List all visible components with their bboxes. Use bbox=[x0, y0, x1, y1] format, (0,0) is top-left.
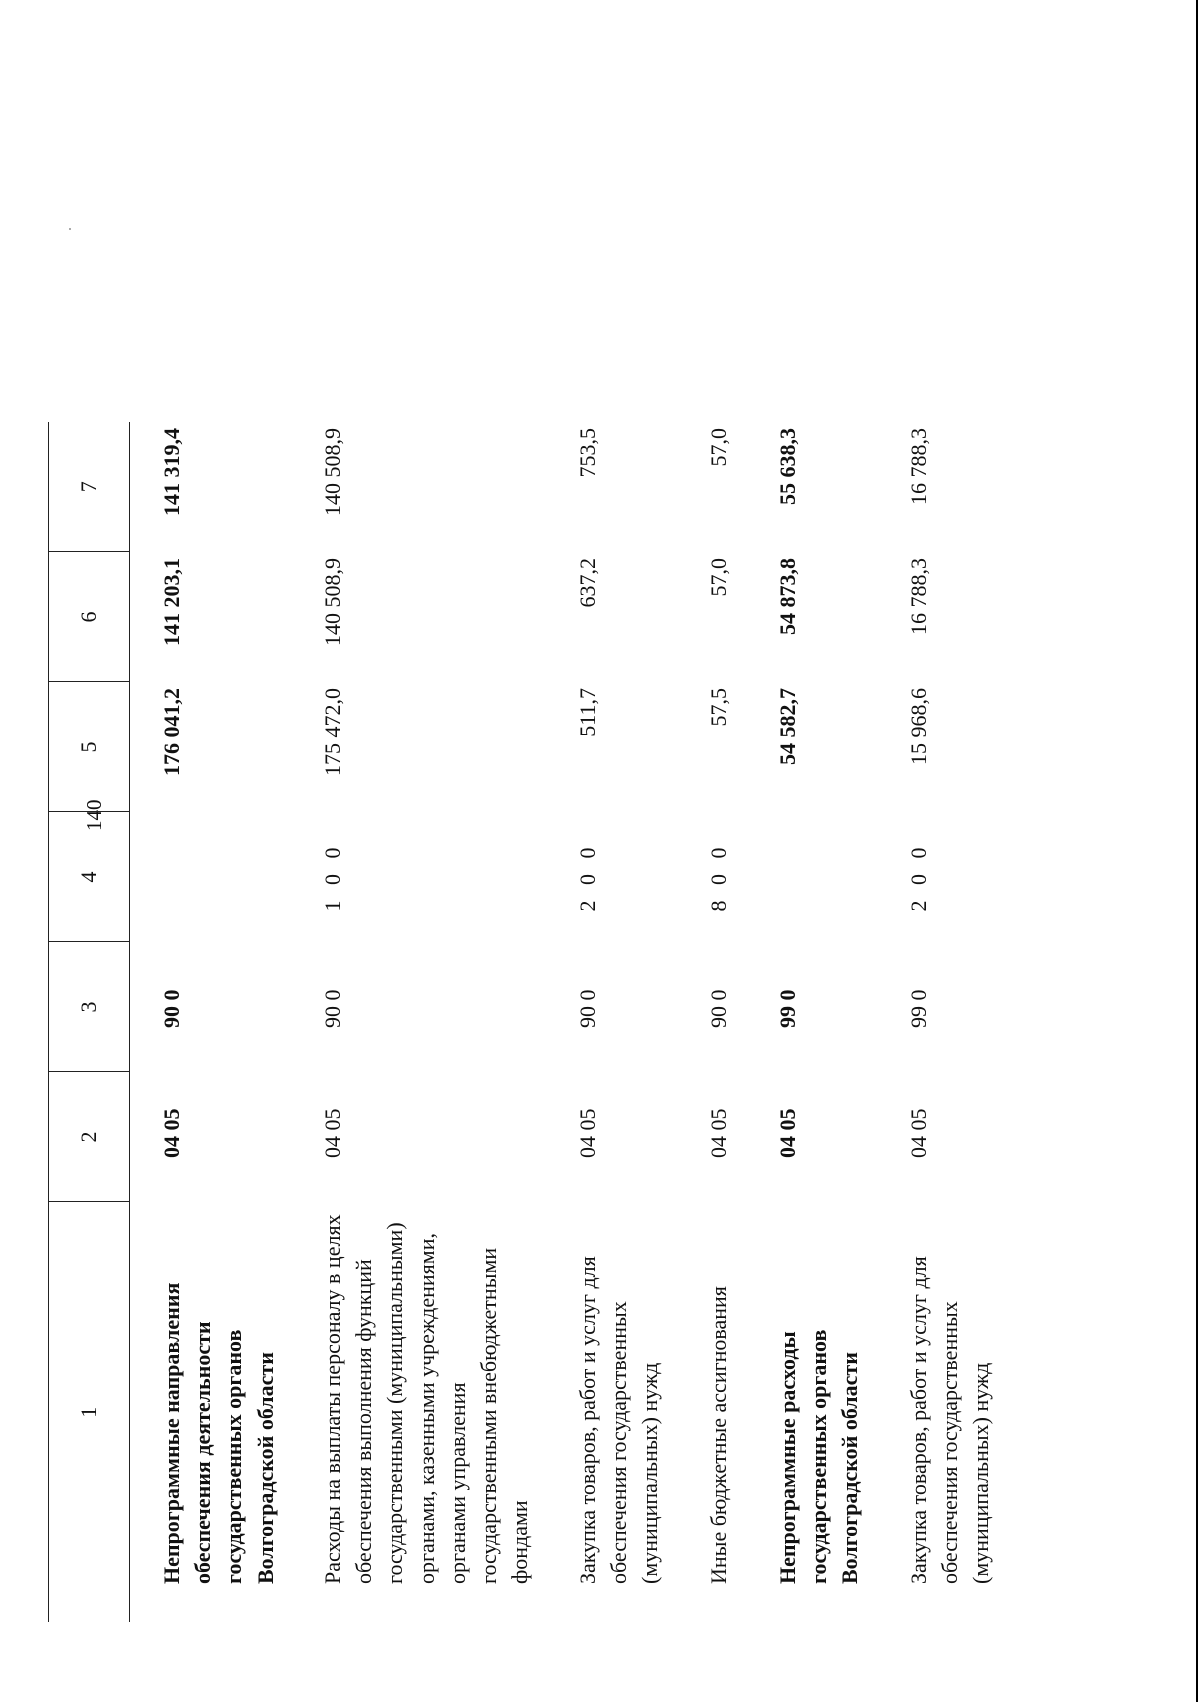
row-value-6: 16 788,3 bbox=[905, 558, 931, 635]
column-header-2: 2 bbox=[49, 1072, 130, 1202]
row-value-5: 54 582,7 bbox=[774, 688, 800, 765]
row-value-6: 140 508,9 bbox=[319, 558, 345, 646]
column-header-6: 6 bbox=[49, 552, 130, 682]
row-section-code: 04 05 bbox=[159, 1108, 184, 1158]
row-program-code: 99 0 bbox=[774, 989, 800, 1028]
row-expense-type: 8 0 0 bbox=[705, 842, 731, 912]
column-header-1: 1 bbox=[49, 1202, 130, 1622]
row-expense-type bbox=[130, 812, 291, 942]
column-header-3: 3 bbox=[49, 942, 130, 1072]
page-number: 140 bbox=[82, 799, 106, 831]
table-row bbox=[130, 422, 291, 1622]
row-name: Закупка товаров, работ и услуг для обеспечения государственных (муниципальных) нужд bbox=[905, 1256, 994, 1584]
row-section-code: 04 05 bbox=[774, 1108, 800, 1158]
row-program-code: 90 0 bbox=[159, 989, 184, 1028]
column-number-row bbox=[49, 422, 130, 1622]
row-value-7: 753,5 bbox=[574, 428, 600, 478]
table-row bbox=[746, 422, 877, 1622]
row-value-6: 141 203,1 bbox=[159, 558, 184, 646]
row-value-6: 637,2 bbox=[574, 558, 600, 608]
top-edge-rule bbox=[1196, 0, 1198, 1702]
column-header-4: 4 bbox=[49, 812, 130, 942]
row-program-code: 90 0 bbox=[319, 989, 345, 1028]
table-row bbox=[677, 422, 746, 1622]
budget-table bbox=[48, 422, 1008, 1622]
row-program-code: 90 0 bbox=[574, 989, 600, 1028]
row-value-5: 175 472,0 bbox=[319, 688, 345, 776]
row-expense-type: 1 0 0 bbox=[319, 842, 345, 912]
row-value-7: 55 638,3 bbox=[774, 428, 800, 505]
row-expense-type: 2 0 0 bbox=[905, 842, 931, 912]
row-value-5: 511,7 bbox=[574, 688, 600, 737]
row-value-7: 140 508,9 bbox=[319, 428, 345, 516]
row-expense-type: 2 0 0 bbox=[574, 842, 600, 912]
row-section-code: 04 05 bbox=[319, 1108, 345, 1158]
row-name: Непрограммные расходы государственных органов Волгоградской области bbox=[774, 1329, 863, 1584]
row-program-code: 90 0 bbox=[705, 989, 731, 1028]
row-value-5: 15 968,6 bbox=[905, 688, 931, 765]
table-row bbox=[291, 422, 546, 1622]
row-value-7: 57,0 bbox=[705, 428, 731, 467]
column-header-5: 5 bbox=[49, 682, 130, 812]
row-section-code: 04 05 bbox=[905, 1108, 931, 1158]
row-expense-type bbox=[746, 812, 877, 942]
row-name: Закупка товаров, работ и услуг для обеспечения государственных (муниципальных) нужд bbox=[574, 1256, 663, 1584]
row-name: Расходы на выплаты персоналу в целях обеспечения выполнения функций государственными (муниципальными) органами, казенными учреждениями, органами управления государственными внебюджетными фондами bbox=[319, 1214, 533, 1584]
table-row bbox=[877, 422, 1008, 1622]
row-section-code: 04 05 bbox=[705, 1108, 731, 1158]
table-row bbox=[546, 422, 677, 1622]
row-program-code: 99 0 bbox=[905, 989, 931, 1028]
row-section-code: 04 05 bbox=[574, 1108, 600, 1158]
column-header-7: 7 bbox=[49, 422, 130, 552]
row-value-7: 141 319,4 bbox=[159, 428, 184, 516]
row-value-5: 176 041,2 bbox=[159, 688, 184, 776]
row-name: Непрограммные направления обеспечения деятельности государственных органов Волгоградской области bbox=[159, 1282, 278, 1584]
row-value-6: 57,0 bbox=[705, 558, 731, 597]
row-value-5: 57,5 bbox=[705, 688, 731, 727]
row-value-6: 54 873,8 bbox=[774, 558, 800, 635]
row-value-7: 16 788,3 bbox=[905, 428, 931, 505]
row-name: Иные бюджетные ассигнования bbox=[705, 1286, 731, 1584]
